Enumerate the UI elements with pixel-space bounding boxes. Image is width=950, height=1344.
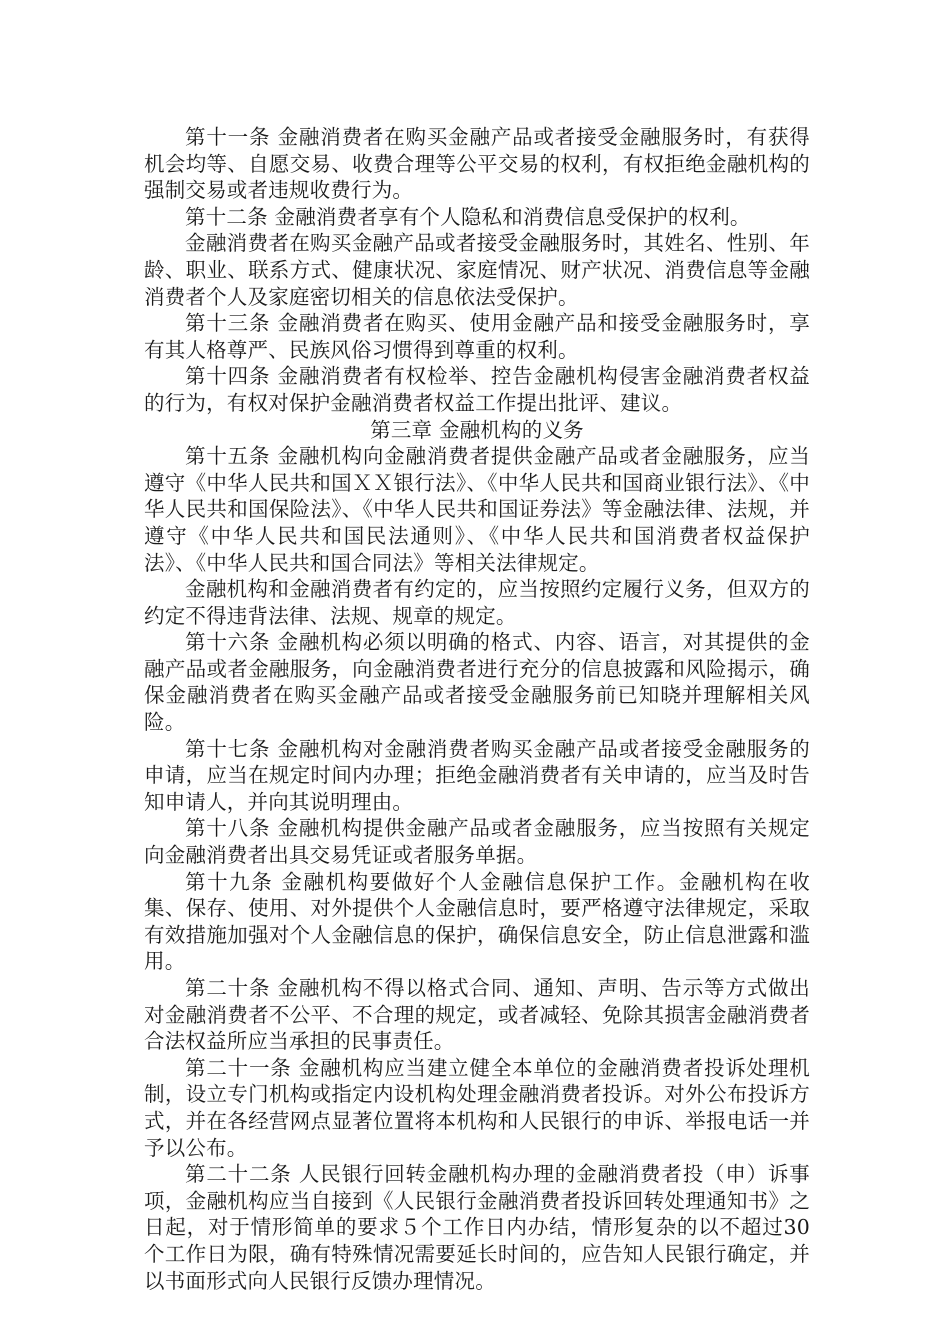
article-22: 第二十二条 人民银行回转金融机构办理的金融消费者投（申）诉事项，金融机构应当自接到《人民银行金融消费者投诉回转处理通知书》之日起，对于情形简单的要求５个工作日内办结，情形复杂的以不超过30个工作日为限，确有特殊情况需要延长时间的，应告知人民银行确定，并以书面形式向人民银行反馈办理情况。 bbox=[144, 1162, 810, 1293]
article-15: 第十五条 金融机构向金融消费者提供金融产品或者金融服务，应当遵守《中华人民共和国ＸＸ银行法》、《中华人民共和国商业银行法》、《中华人民共和国保险法》、《中华人民共和国证券法》等金融法律、法规，并遵守《中华人民共和国民法通则》、《中华人民共和国消费者权益保护法》、《中华人民共和国合同法》等相关法律规定。 bbox=[144, 444, 810, 575]
article-19: 第十九条 金融机构要做好个人金融信息保护工作。金融机构在收集、保存、使用、对外提供个人金融信息时，要严格遵守法律规定，采取有效措施加强对个人金融信息的保护，确保信息安全，防止信息泄露和滥用。 bbox=[144, 869, 810, 974]
article-17: 第十七条 金融机构对金融消费者购买金融产品或者接受金融服务的申请，应当在规定时间内办理；拒绝金融消费者有关申请的，应当及时告知申请人，并向其说明理由。 bbox=[144, 736, 810, 814]
article-12-detail: 金融消费者在购买金融产品或者接受金融服务时，其姓名、性别、年龄、职业、联系方式、健康状况、家庭情况、财产状况、消费信息等金融消费者个人及家庭密切相关的信息依法受保护。 bbox=[144, 231, 810, 309]
chapter-3-heading: 第三章 金融机构的义务 bbox=[370, 417, 584, 442]
article-16: 第十六条 金融机构必须以明确的格式、内容、语言，对其提供的金融产品或者金融服务，向金融消费者进行充分的信息披露和风险揭示，确保金融消费者在购买金融产品或者接受金融服务前已知晓并理解相关风险。 bbox=[144, 630, 810, 735]
article-20: 第二十条 金融机构不得以格式合同、通知、声明、告示等方式做出对金融消费者不公平、不合理的规定，或者减轻、免除其损害金融消费者合法权益所应当承担的民事责任。 bbox=[144, 976, 810, 1054]
article-21: 第二十一条 金融机构应当建立健全本单位的金融消费者投诉处理机制，设立专门机构或指定内设机构处理金融消费者投诉。对外公布投诉方式，并在各经营网点显著位置将本机构和人民银行的申诉、举报电话一并予以公布。 bbox=[144, 1055, 810, 1160]
document-page bbox=[144, 124, 810, 1294]
article-12: 第十二条 金融消费者享有个人隐私和消费信息受保护的权利。 bbox=[185, 204, 751, 229]
article-13: 第十三条 金融消费者在购买、使用金融产品和接受金融服务时，享有其人格尊严、民族风俗习惯得到尊重的权利。 bbox=[144, 311, 810, 362]
article-18: 第十八条 金融机构提供金融产品或者金融服务，应当按照有关规定向金融消费者出具交易凭证或者服务单据。 bbox=[144, 816, 810, 868]
article-15-detail: 金融机构和金融消费者有约定的，应当按照约定履行义务，但双方的约定不得违背法律、法规、规章的规定。 bbox=[144, 577, 810, 628]
article-11: 第十一条 金融消费者在购买金融产品或者接受金融服务时，有获得机会均等、自愿交易、收费合理等公平交易的权利，有权拒绝金融机构的强制交易或者违规收费行为。 bbox=[144, 125, 810, 203]
article-14: 第十四条 金融消费者有权检举、控告金融机构侵害金融消费者权益的行为，有权对保护金融消费者权益工作提出批评、建议。 bbox=[144, 364, 810, 415]
